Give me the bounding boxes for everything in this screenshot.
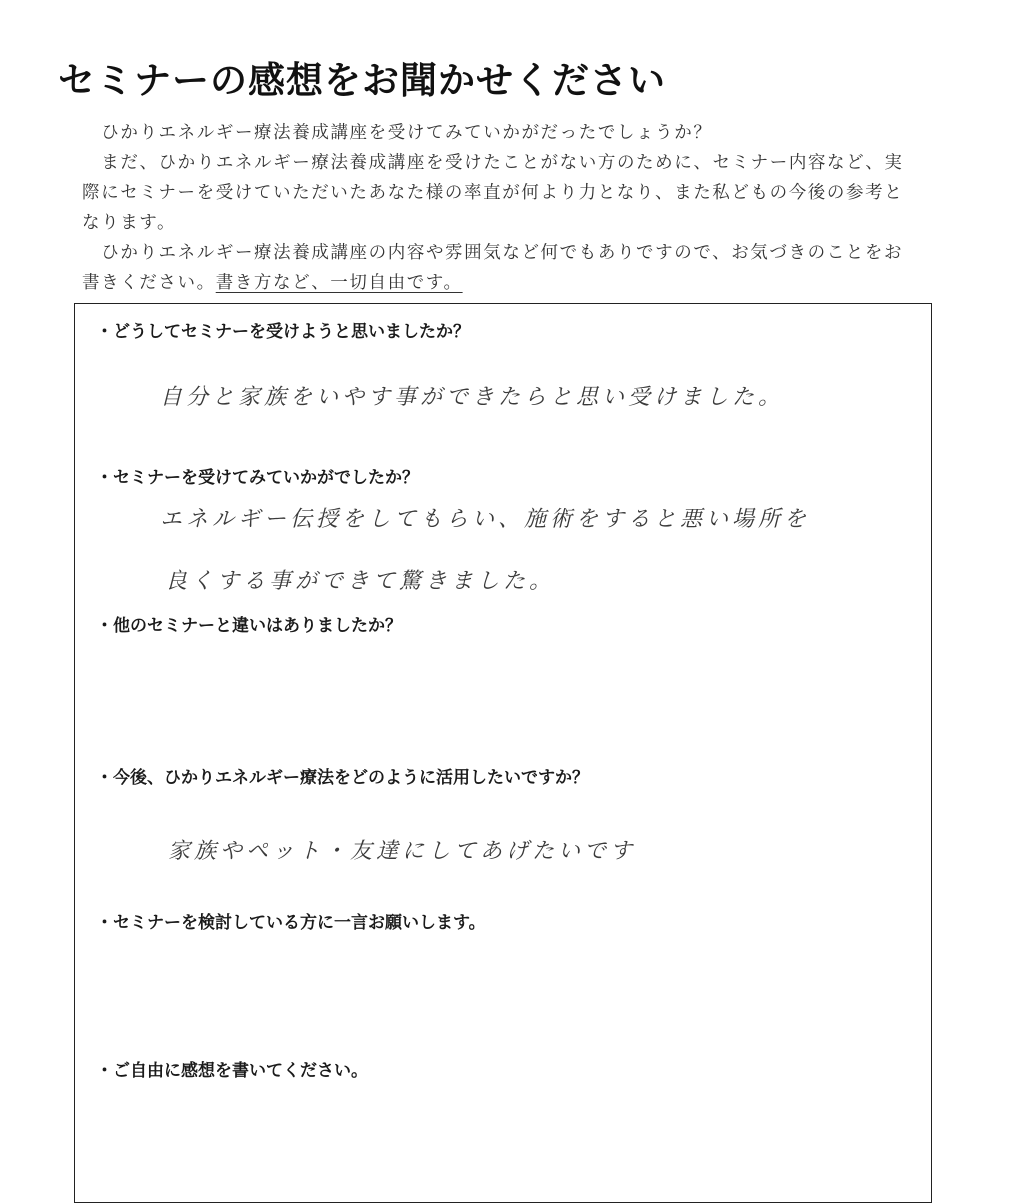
question-3-label: ・他のセミナーと違いはありましたか？ [96,616,402,636]
intro-paragraph-1: ひかりエネルギー療法養成講座を受けてみていかがだったでしょうか？ [101,123,713,143]
question-1-label: ・どうしてセミナーを受けようと思いましたか？ [96,322,470,342]
question-6-label: ・ご自由に感想を書いてください。 [96,1061,368,1081]
page-title: セミナーの感想をお聞かせください [58,59,666,102]
intro-paragraph-3-text: ひかりエネルギー療法養成講座の内容や雰囲気など何でもありですので、お気づきのことをお書きください。 [82,243,904,293]
question-2-answer-line-1: エネルギー伝授をしてもらい、施術をすると悪い場所を [160,507,811,532]
intro-paragraph-3 [82,238,922,298]
question-2-answer-line-2: 良くする事ができて驚きました。 [165,569,556,594]
question-5-label: ・セミナーを検討している方に一言お願いします。 [96,913,486,933]
question-4-answer-line-1: 家族やペット・友達にしてあげたいです [168,839,637,864]
question-2-label: ・セミナーを受けてみていかがでしたか？ [96,468,419,488]
question-1-answer-line-1: 自分と家族をいやす事ができたらと思い受けました。 [160,385,785,410]
intro-paragraph-2: まだ、ひかりエネルギー療法養成講座を受けたことがない方のために、セミナー内容など、実際にセミナーを受けていただいたあなた様の率直が何より力となり、また私どもの今後の参考となります。 [82,153,904,233]
question-4-label: ・今後、ひかりエネルギー療法をどのように活用したいですか？ [96,768,589,788]
intro-text [82,118,922,298]
intro-freeform-note: 書き方など、一切自由です。 [215,273,463,293]
